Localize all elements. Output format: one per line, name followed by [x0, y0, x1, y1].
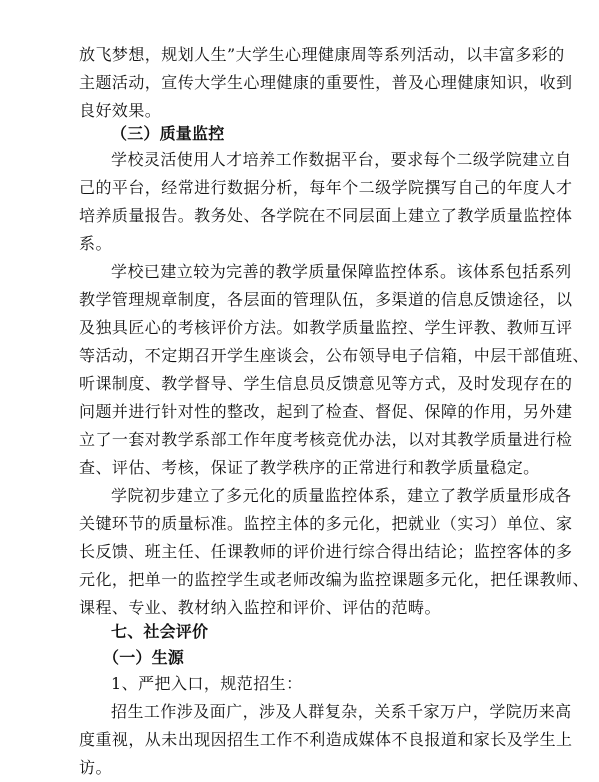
paragraph-line: 及独具匠心的考核评价方法。如教学质量监控、学生评教、教师互评	[79, 318, 573, 337]
paragraph-line: 等活动，不定期召开学生座谈会，公布领导电子信箱，中层干部值班、	[79, 346, 589, 365]
text-line: 主题活动，宣传大学生心理健康的重要性，普及心理健康知识，收到	[79, 73, 573, 92]
paragraph-line: 听课制度、教学督导、学生信息员反馈意见等方式，及时发现存在的	[79, 374, 573, 393]
paragraph-line: 学校灵活使用人才培养工作数据平台，要求每个二级学院建立自	[111, 150, 572, 169]
list-item-heading: 1、严把入口，规范招生：	[111, 674, 303, 693]
section-heading-quality-monitoring: （三）质量监控	[111, 124, 225, 143]
paragraph-line: 课程、专业、教材纳入监控和评价、评估的范畴。	[79, 598, 441, 617]
paragraph-line: 关键环节的质量标准。监控主体的多元化，把就业（实习）单位、家	[79, 514, 573, 533]
paragraph-line: 培养质量报告。教务处、各学院在不同层面上建立了教学质量监控体	[79, 206, 573, 225]
text-line: 良好效果。	[79, 101, 162, 120]
paragraph-line: 立了一套对教学系部工作年度考核竞优办法，以对其教学质量进行检	[79, 430, 573, 449]
paragraph-line: 己的平台，经常进行数据分析，每年个二级学院撰写自己的年度人才	[79, 178, 573, 197]
paragraph-line: 教学管理规章制度，各层面的管理队伍，多渠道的信息反馈途径，以	[79, 290, 573, 309]
paragraph-line: 学院初步建立了多元化的质量监控体系，建立了教学质量形成各	[111, 486, 572, 505]
subsection-heading-student-source: （一）生源	[103, 648, 185, 667]
paragraph-line: 问题并进行针对性的整改，起到了检查、督促、保障的作用，另外建	[79, 402, 573, 421]
paragraph-line: 元化，把单一的监控学生或老师改编为监控课题多元化，把任课教师、	[79, 570, 589, 589]
text-line: 放飞梦想，规划人生”大学生心理健康周等系列活动，以丰富多彩的	[79, 45, 565, 64]
section-heading-social-evaluation: 七、社会评价	[111, 622, 209, 641]
paragraph-line: 招生工作涉及面广，涉及人群复杂，关系千家万户，学院历来高	[111, 702, 572, 721]
paragraph-line: 系。	[79, 234, 112, 253]
paragraph-line: 度重视，从未出现因招生工作不利造成媒体不良报道和家长及学生上	[79, 730, 573, 749]
paragraph-line: 查、评估、考核，保证了教学秩序的正常进行和教学质量稳定。	[79, 458, 540, 477]
paragraph-line: 访。	[79, 758, 112, 777]
paragraph-line: 长反馈、班主任、任课教师的评价进行综合得出结论；监控客体的多	[79, 542, 573, 561]
paragraph-line: 学校已建立较为完善的教学质量保障监控体系。该体系包括系列	[111, 262, 572, 281]
